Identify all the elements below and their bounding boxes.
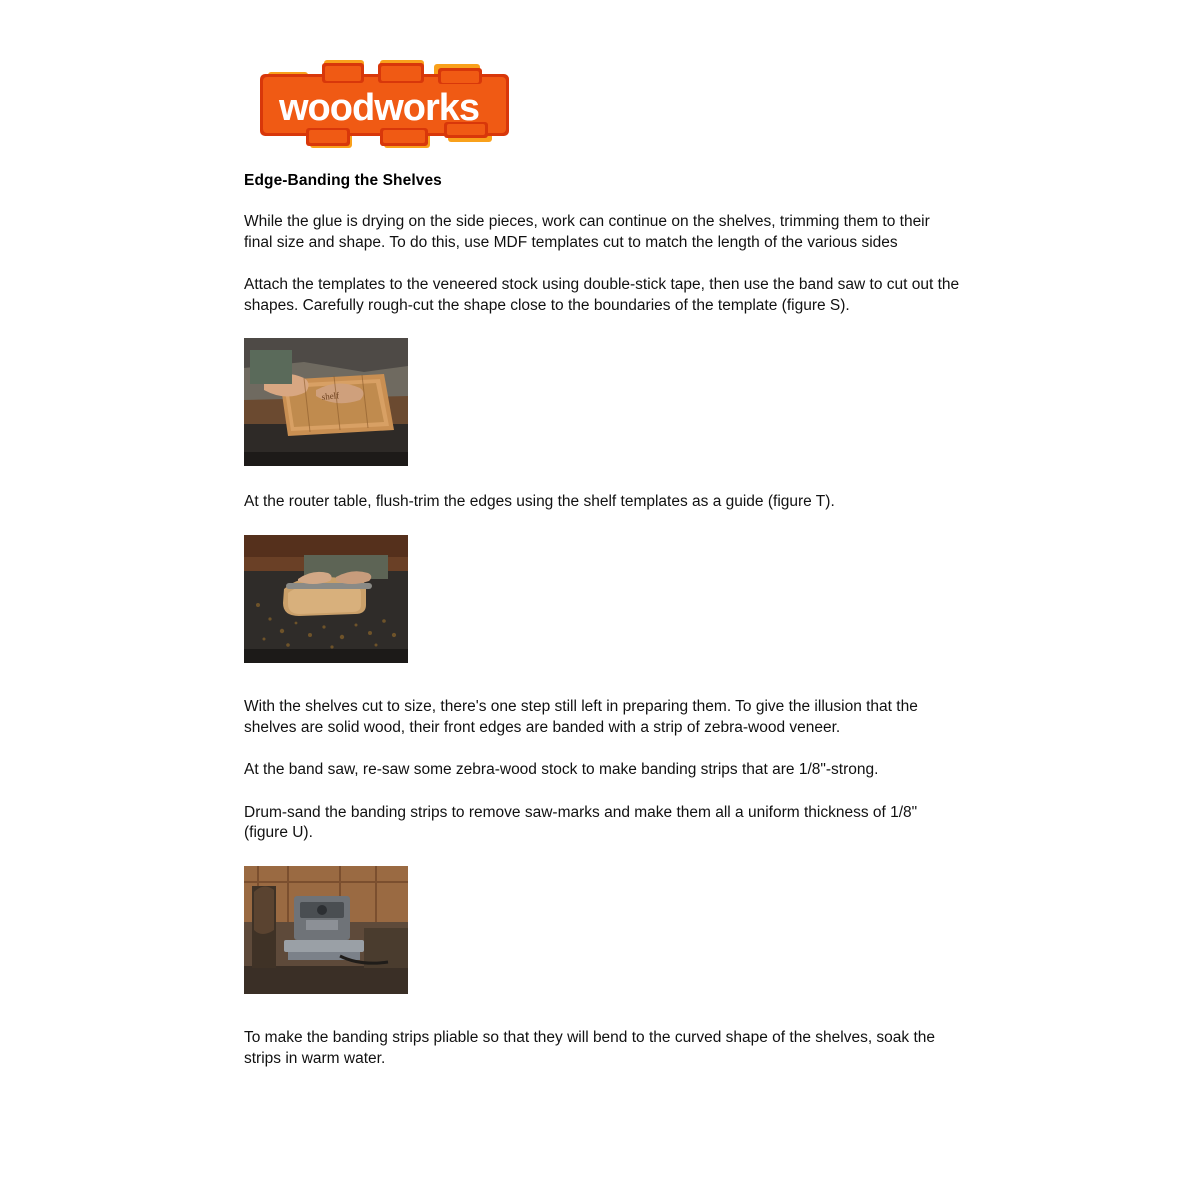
paragraph-3: At the router table, flush-trim the edges using the shelf templates as a guide (figure T).	[244, 493, 835, 511]
figure-u-icon	[244, 866, 408, 994]
paragraph-5: At the band saw, re-saw some zebra-wood stock to make banding strips that are 1/8"-strong.	[244, 761, 879, 779]
site-logo[interactable]	[252, 58, 517, 150]
paragraph-1: While the glue is drying on the side pieces, work can continue on the shelves, trimming them to their final size and shape. To do this, use MDF templates cut to match the length of the various sides	[244, 213, 930, 251]
svg-text:shelf: shelf	[321, 390, 340, 403]
figure-s-icon	[244, 338, 408, 466]
paragraph-4: With the shelves cut to size, there's one step still left in preparing them. To give the illusion that the shelves are solid wood, their front edges are banded with a strip of zebra-wood veneer.	[244, 698, 918, 736]
paragraph-7: To make the banding strips pliable so that they will bend to the curved shape of the shelves, soak the strips in warm water.	[244, 1029, 936, 1067]
paragraph-2: Attach the templates to the veneered stock using double-stick tape, then use the band saw to cut out the shapes. Carefully rough-cut the shape close to the boundaries of the template (figure S).	[244, 276, 960, 314]
figure-u-image	[244, 866, 408, 994]
article-body	[244, 172, 960, 1091]
paragraph-6: Drum-sand the banding strips to remove saw-marks and make them all a uniform thickness of 1/8" (figure U).	[244, 803, 918, 842]
page-title: Edge-Banding the Shelves	[244, 172, 442, 189]
figure-s-image	[244, 338, 408, 466]
figure-t-image	[244, 535, 408, 663]
figure-t-icon	[244, 535, 408, 663]
logo-wordmark: woodworks	[279, 87, 480, 129]
woodworks-logo-icon	[252, 58, 517, 150]
